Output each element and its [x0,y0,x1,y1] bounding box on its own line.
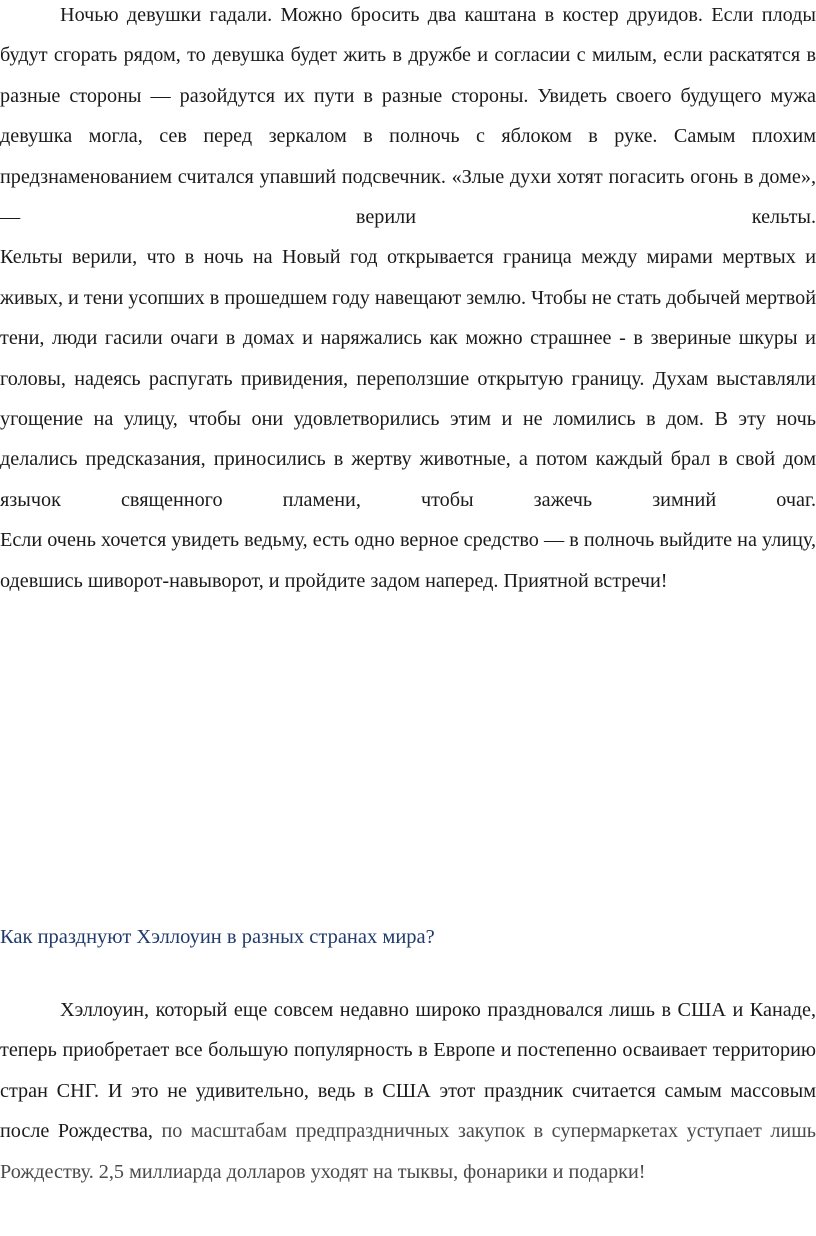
paragraph-text: Ночью девушки гадали. Можно бросить два каштана в костер друидов. Если плоды будут сгорать рядом, то девушка будет жить в дружбе и согласии с милым, если раскатятся в разные стороны — разойдутся их пути в разные стороны. Увидеть своего будущего мужа девушка могла, сев перед зеркалом в полночь с яблоком в руке. Самым плохим предзнаменованием считался упавший подсвечник. «Злые духи хотят погасить огонь в доме», — верили кельты. [0,4,816,229]
paragraph-halloween-countries [0,990,816,1192]
paragraph-text: Хэллоуин, который еще совсем недавно широко праздновался лишь в США и Канаде, теперь приобретает все большую популярность в Европе и постепенно осваивает территорию стран СНГ. И это не удивительно, ведь в США этот праздник считается самым массовым после Рождества, [0,999,816,1143]
paragraph-text: Если очень хочется увидеть ведьму, есть одно верное средство — в полночь выйдите на улицу, одевшись шиворот-навыворот, и пройдите задом наперед. Приятной встречи! [0,529,816,592]
section-heading: Как празднуют Хэллоуин в разных странах мира? [0,926,435,948]
paragraph-fortune-telling [0,0,816,601]
paragraph-text-muted: по масштабам предпраздничных закупок в супермаркетах уступает лишь Рождеству. 2,5 миллиарда долларов уходят на тыквы, фонарики и подарки! [0,1120,816,1183]
paragraph-text: Кельты верили, что в ночь на Новый год открывается граница между мирами мертвых и живых, и тени усопших в прошедшем году навещают землю. Чтобы не стать добычей мертвой тени, люди гасили очаги в домах и наряжались как можно страшнее - в звериные шкуры и головы, надеясь распугать привидения, переползшие открытую границу. Духам выставляли угощение на улицу, чтобы они удовлетворились этим и не ломились в дом. В эту ночь делались предсказания, приносились в жертву животные, а потом каждый брал в свой дом язычок священного пламени, чтобы зажечь зимний очаг. [0,246,816,511]
